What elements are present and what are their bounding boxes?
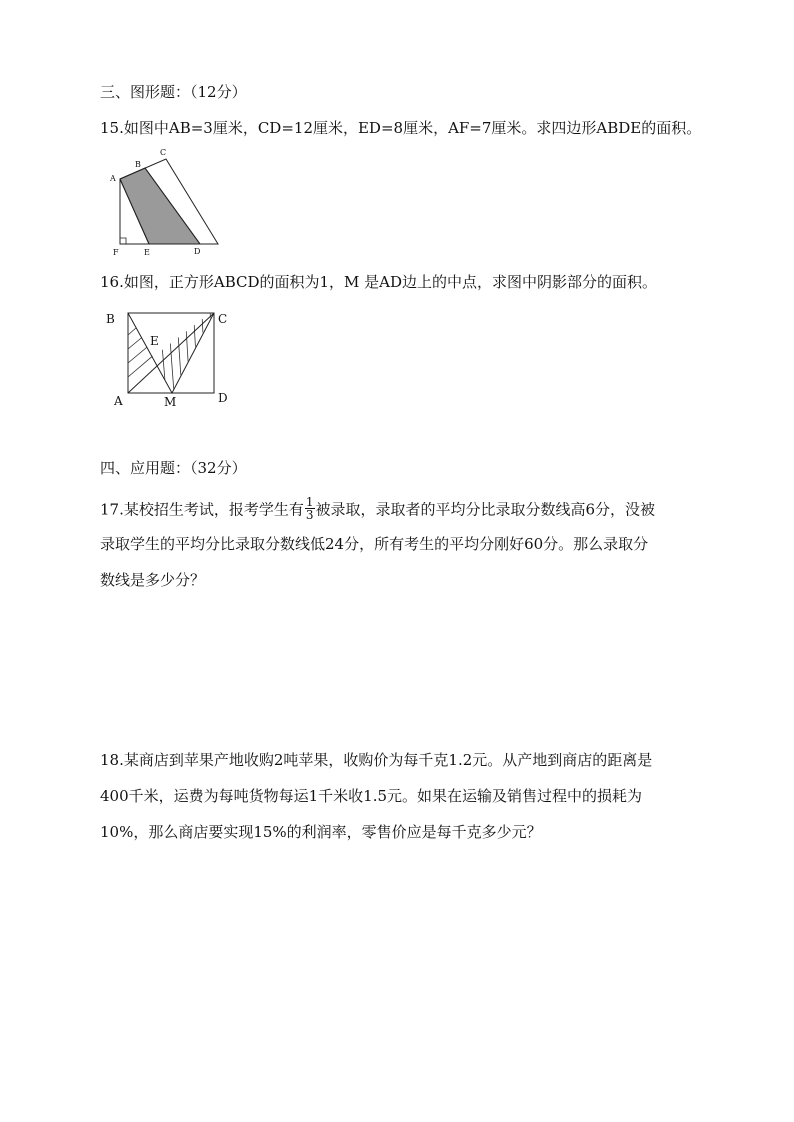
q16-label-m: M [164,395,177,409]
question-15-text: 15.如图中AB=3厘米，CD=12厘米，ED=8厘米，AF=7厘米。求四边形ABDE的面积。 [100,119,702,137]
section-3-title: 三、图形题：（12分） [100,83,247,101]
question-15-figure [100,143,225,263]
q15-label-c: C [160,148,167,157]
question-18-line-2: 400千米，运费为每吨货物每运1千米收1.5元。如果在运输及销售过程中的损耗为 [100,787,643,805]
q16-line-ac [128,313,214,393]
fraction-one-third [305,496,315,521]
section-4-title: 四、应用题：（32分） [100,459,247,477]
question-17-line-3: 数线是多少分？ [100,571,206,589]
question-17-text-end: 被录取，录取者的平均分比录取分数线高6分，没被 [315,500,656,519]
question-18-line-1: 18.某商店到苹果产地收购2吨苹果，收购价为每千克1.2元。从产地到商店的距离是 [100,751,653,769]
q15-label-a: A [110,174,116,183]
question-16-text: 16.如图，正方形ABCD的面积为1，M 是AD边上的中点，求图中阴影部分的面积。 [100,273,658,291]
q16-label-d: D [218,391,228,405]
q15-label-b: B [135,160,141,169]
question-17 [100,495,710,606]
question-17-line-2: 录取学生的平均分比录取分数线低24分，所有考生的平均分刚好60分。那么录取分 [100,535,649,553]
q15-label-f: F [113,248,119,257]
q15-right-angle-mark [120,238,126,244]
q16-label-b: B [106,312,115,326]
q16-label-a: A [114,394,123,408]
q16-left-hatching [128,320,165,391]
q16-right-hatching [162,309,214,393]
question-17-text-start: 17.某校招生考试，报考学生有 [100,500,304,519]
question-18-line-3: 10%，那么商店要实现15%的利润率，零售价应是每千克多少元？ [100,823,542,841]
q16-label-c: C [218,312,228,326]
q15-label-e: E [144,248,150,257]
fraction-denominator: 3 [305,508,314,522]
question-17-line-1 [100,495,710,522]
question-16-figure [100,305,240,410]
q15-label-d: D [194,247,201,256]
fraction-numerator: 1 [305,495,314,509]
q16-label-e: E [150,334,159,348]
question-18 [100,750,710,858]
